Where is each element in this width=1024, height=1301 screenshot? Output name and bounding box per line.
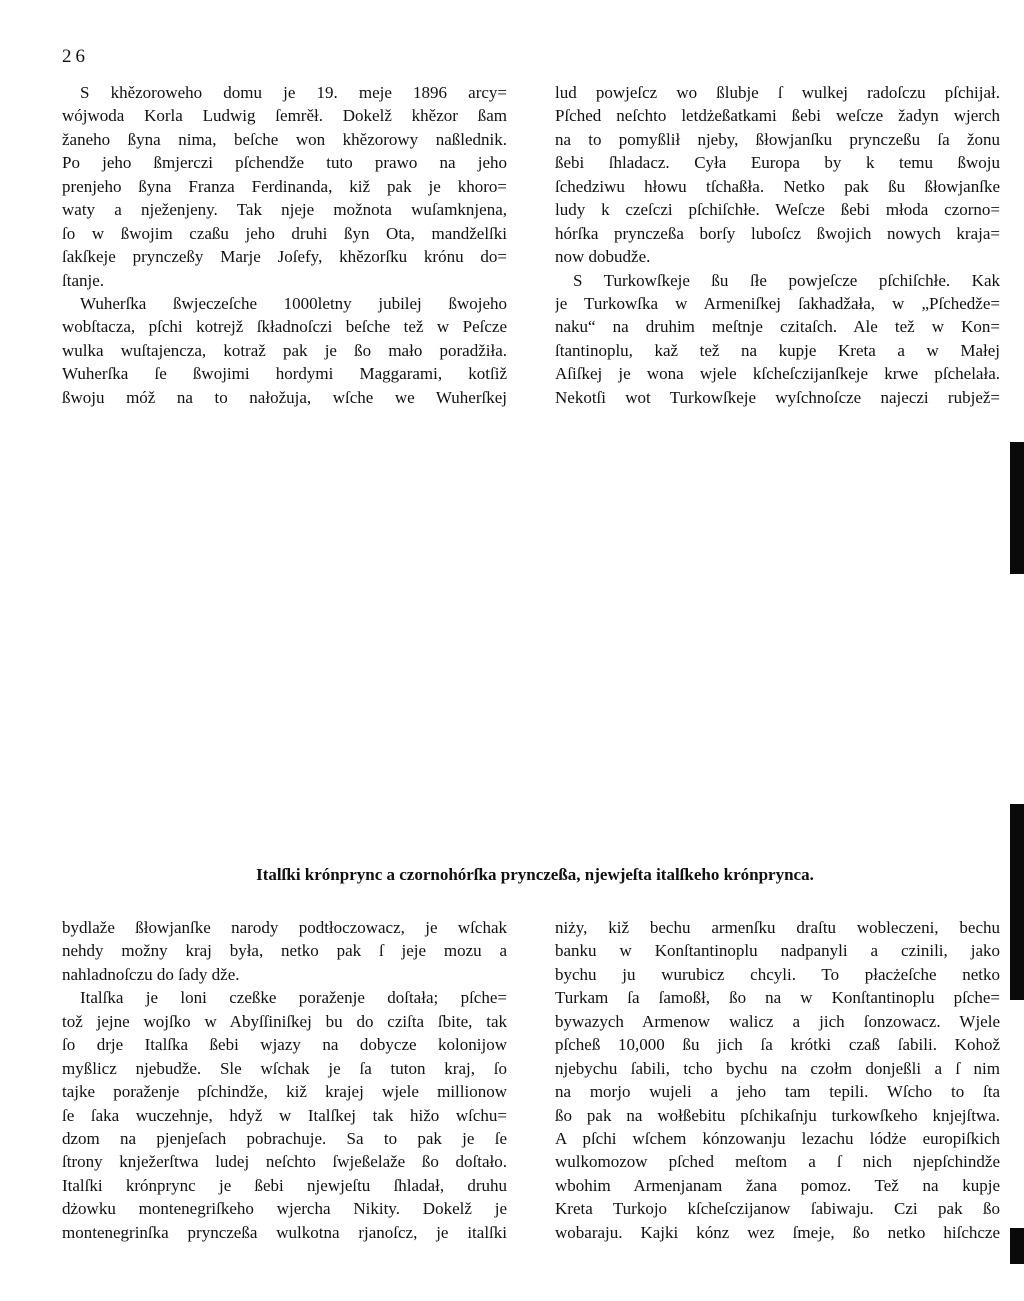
text-line: nahladnoſczu do ſady dže.: [62, 964, 240, 984]
text-line: wobſtacza, pſchi kotrejž ſkładnoſczi beſche tež w Peſcze: [62, 317, 507, 337]
text-line: na morjo wujeli a jeho tam tepili. Wſcho to ſta: [555, 1082, 1000, 1102]
text-line: ßo pak na wołßebitu pſchikaſnju turkowſkeho knjejſtwa.: [555, 1105, 1000, 1125]
text-line: ſo w ßwojim czaßu jeho druhi ßyn Ota, mandželſki: [62, 223, 507, 243]
column-bottom-right: [555, 916, 1000, 1244]
paragraph: [62, 916, 507, 986]
text-line: ſtrony knježerſtwa ludej neſchto ſwjeßelaže ßo doſtało.: [62, 1152, 507, 1172]
text-line: Wuherſka ſe ßwojimi hordymi Maggarami, kotſiž: [62, 364, 507, 384]
column-top-right: [555, 81, 1000, 409]
text-line: ſe ſaka wuczehnje, hdyž w Italſkej tak hižo wſchu=: [62, 1105, 507, 1125]
text-line: Nekotſi wot Turkowſkeje wyſchnoſcze najeczi rubjež=: [555, 387, 1000, 407]
text-line: nehdy možny kraj była, netko pak ſ jeje mozu a: [62, 941, 507, 961]
text-line: ſtanje.: [62, 270, 105, 290]
image-caption: Italſki krónprync a czornohórſka prynczeßa, njewjeſta italſkeho krónprynca.: [256, 865, 814, 884]
text-line: tož jejne wojſko w Abyſſiniſkej bu do cziſta ſbite, tak: [62, 1011, 507, 1031]
text-line: bywazych Armenow walicz a jich ſonzowacz. Wjele: [555, 1011, 1000, 1031]
text-line: Italſki krónprync je ßebi njewjeſtu ſhladał, druhu: [62, 1175, 507, 1195]
text-line: bydlaže ßłowjanſke narody podtłoczowacz, je wſchak: [62, 918, 507, 937]
column-bottom-left: [62, 916, 507, 1244]
text-line: bychu ju wurubicz chcyli. To płacżeſche netko: [555, 964, 1000, 984]
text-line: prenjeho ßyna Franza Ferdinanda, kiž pak je khoro=: [62, 176, 507, 196]
text-line: Wuherſka ßwjeczeſche 1000letny jubilej ßwojeho: [80, 293, 507, 313]
text-line: wulka wuſtajencza, kotraž pak je ßo mało poradžiła.: [62, 340, 507, 360]
text-line: ßwoju móž na to nałožuja, wſche we Wuherſkej: [62, 387, 507, 407]
text-line: tajke poraženje pſchindže, kiž krajej wjele millionow: [62, 1082, 507, 1102]
scan-edge-mark: [1010, 804, 1024, 1000]
text-line: montenegrinſka prynczeßa wulkotna rjanoſcz, je italſki: [62, 1222, 507, 1242]
text-line: myßlicz njebudže. Sle wſchak je ſa tuton kraj, ſo: [62, 1058, 507, 1078]
scan-edge-mark: [1010, 1228, 1024, 1264]
text-line: Pſched neſchto letdżeßatkami ßebi weſcze žadyn wjerch: [555, 106, 1000, 126]
text-line: S Turkowſkeje ßu ſłe powjeſcze pſchiſchłe. Kak: [573, 270, 1000, 290]
text-line: banku w Konſtantinoplu nadpanyli a czinili, jako: [555, 941, 1000, 961]
paragraph: [62, 81, 507, 292]
text-line: ſakſkeje prynczeßy Marje Joſefy, khězorſku krónu do=: [62, 247, 507, 267]
text-line: na to pomyßlił njeby, ßłowjanſku prynczeßu ſa žonu: [555, 129, 1000, 149]
text-line: Turkam ſa ſamoßł, ßo na w Konſtantinoplu pſche=: [555, 988, 1000, 1008]
paragraph: [62, 986, 507, 1244]
column-top-left: [62, 81, 507, 409]
text-line: ßebi ſhladacz. Cyła Europa by k temu ßwoju: [555, 153, 1000, 173]
text-line: ſo drje Italſka ßebi wjazy na dobycze kolonijow: [62, 1035, 507, 1055]
text-line: wbohim Armenjanam žana pomoz. Tež na kupje: [555, 1175, 1000, 1195]
text-line: ſtantinoplu, kaž tež na kupje Kreta a w Małej: [555, 340, 1000, 360]
text-line: lud powjeſcz wo ßlubje ſ wulkej radoſczu pſchijał.: [555, 83, 1000, 102]
text-line: ſchedziwu hłowu tſchaßła. Netko pak ßu ßłowjanſke: [555, 176, 1000, 196]
text-line: žaneho ßyna nima, beſche won khězorowy naßlednik.: [62, 129, 507, 149]
text-line: Aſiſkej je wona wjele kſcheſczijanſkeje krwe pſchelała.: [555, 364, 1000, 384]
paragraph: [555, 269, 1000, 410]
text-line: hórſka prynczeßa borſy luboſcz ßwojich nowych kraja=: [555, 223, 1000, 243]
paragraph: [62, 292, 507, 409]
text-line: dżowku montenegriſkeho wjercha Nikity. Dokelž je: [62, 1199, 507, 1219]
text-line: dzom na pjenjeſach pobrachuje. Sa to pak je ſe: [62, 1128, 507, 1148]
text-line: je Turkowſka w Armeniſkej ſakhadžała, w „Pſchedže=: [555, 293, 1000, 313]
text-line: S khězoroweho domu je 19. meje 1896 arcy=: [80, 83, 507, 102]
text-line: naku“ na druhim meſtnje czitaſch. Ale tež w Kon=: [555, 317, 1000, 337]
text-line: wobaraju. Kajki kónz wez ſmeje, ßo netko hiſchcze: [555, 1222, 1000, 1242]
text-line: pſcheß 10,000 ßu jich ſa krótki czaß ſabili. Kohož: [555, 1035, 1000, 1055]
page-number: 26: [62, 46, 89, 67]
scan-edge-mark: [1010, 442, 1024, 574]
text-line: waty a nježenjeny. Tak njeje možnota wuſamknjena,: [62, 200, 507, 220]
text-line: Kreta Turkojo kſcheſczijanow ſabiwaju. Czi pak ßo: [555, 1199, 1000, 1219]
text-line: Italſka je loni czeßke poraženje doſtała; pſche=: [80, 988, 507, 1008]
text-line: Po jeho ßmjerczi pſchendže tuto prawo na jeho: [62, 153, 507, 173]
paragraph: [555, 916, 1000, 1244]
text-line: njebychu ſabili, tcho bychu na czołm donjeßli a ſ nim: [555, 1058, 1000, 1078]
text-line: wulkomozow pſched meſtom a ſ nich njepſchindže: [555, 1152, 1000, 1172]
text-line: niży, kiž bechu armenſku draſtu wobleczeni, bechu: [555, 918, 1000, 937]
text-line: wójwoda Korla Ludwig ſemrěł. Dokelž khězor ßam: [62, 106, 507, 126]
text-line: ludy k czeſczi pſchiſchłe. Weſcze ßebi młoda czorno=: [555, 200, 1000, 220]
text-line: now dobudže.: [555, 247, 651, 267]
text-line: A pſchi wſchem kónzowanju lezachu lódże europiſkich: [555, 1128, 1000, 1148]
paragraph: [555, 81, 1000, 269]
